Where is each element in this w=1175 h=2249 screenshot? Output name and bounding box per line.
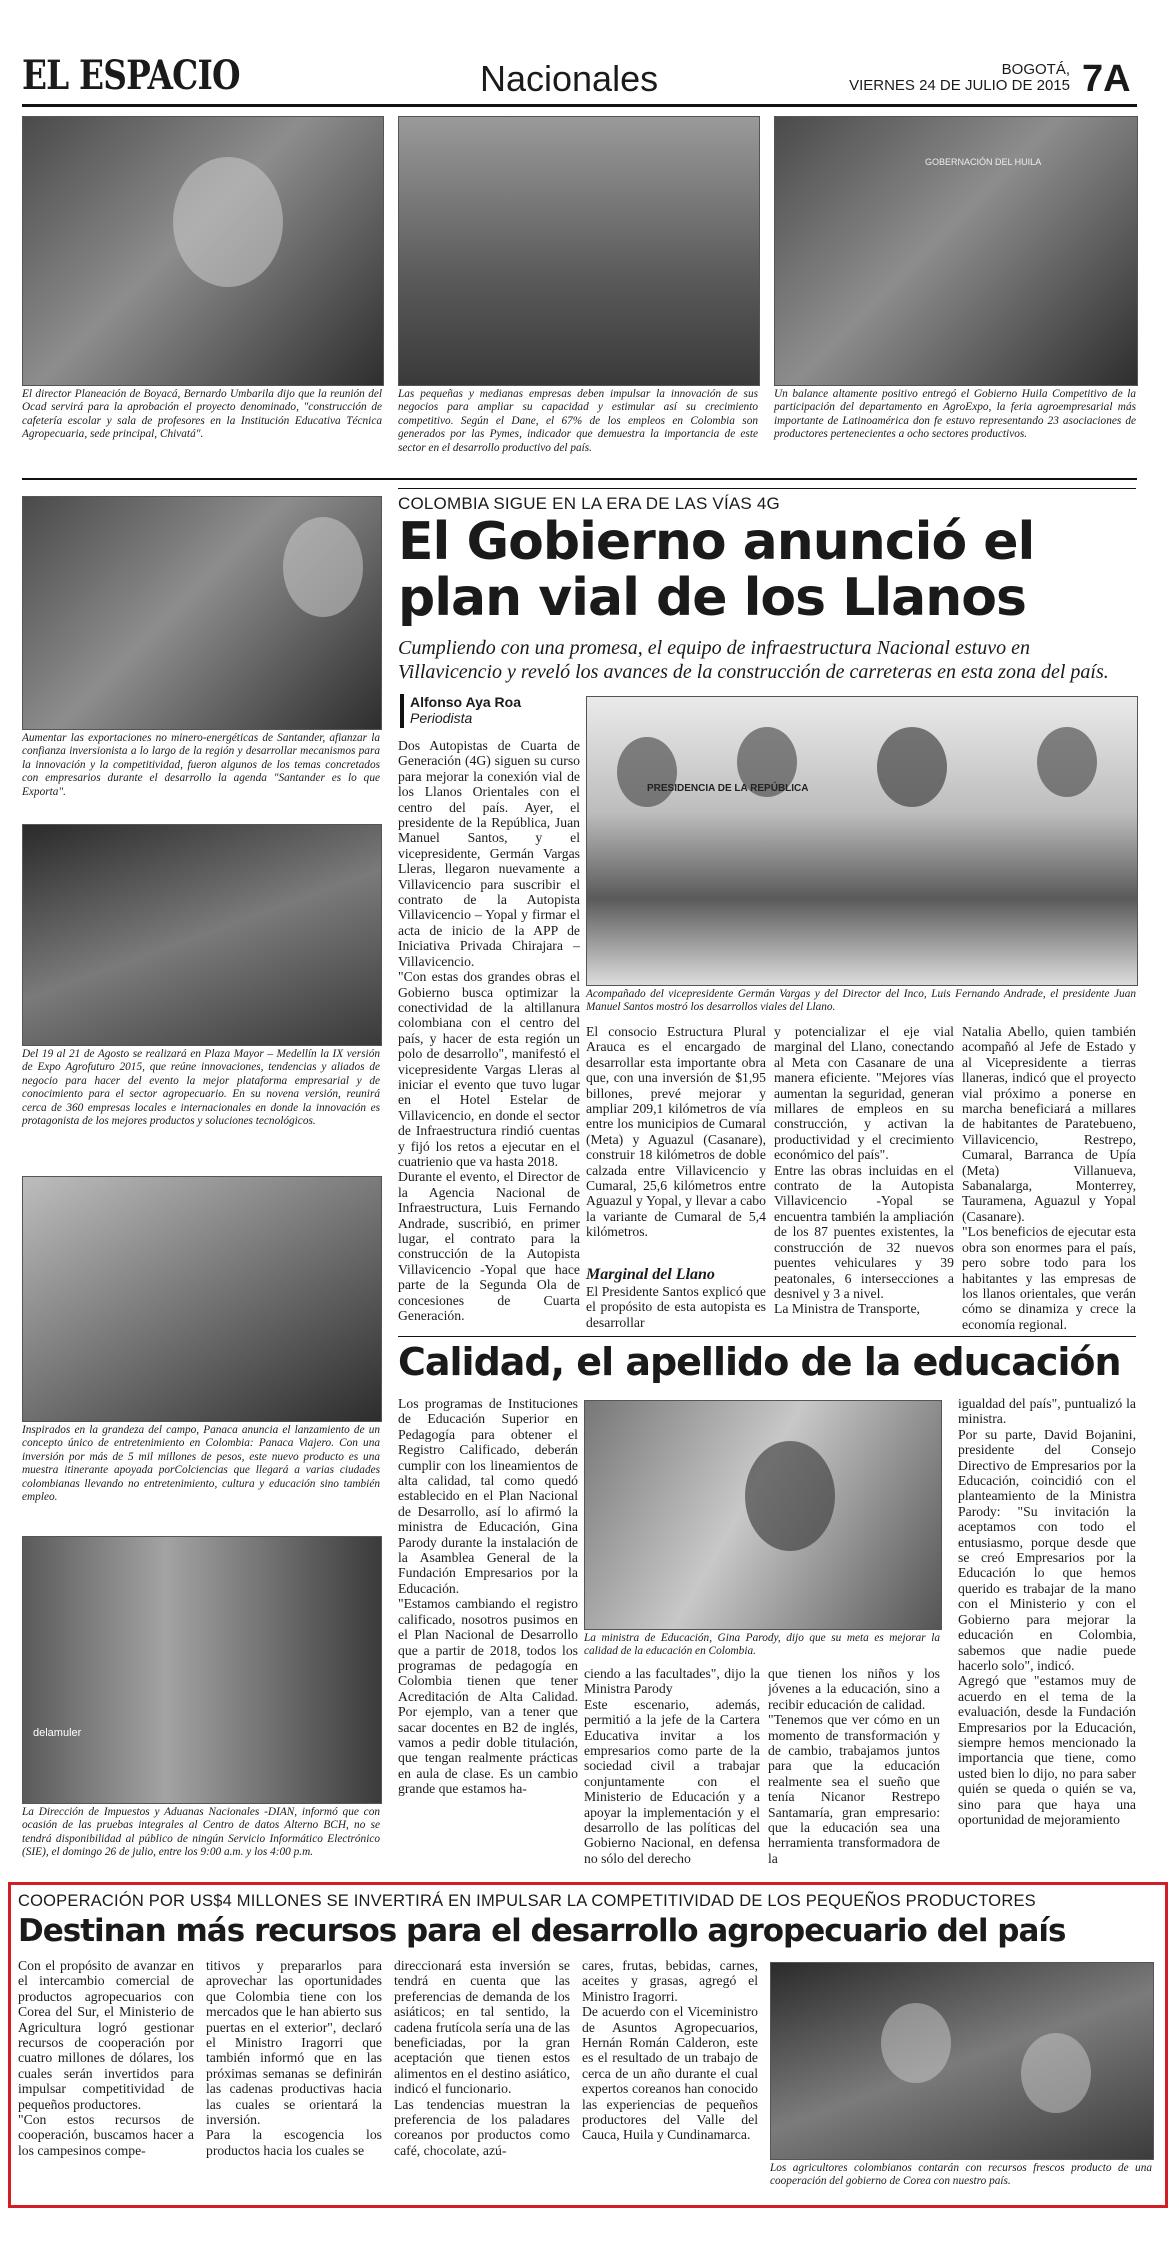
- vias-top-rule: [398, 488, 1136, 489]
- vias-subhead-marginal: Marginal del Llano: [586, 1266, 715, 1283]
- caption-agricultores: Los agricultores colombianos contarán con recursos frescos producto de una cooperación del gobierno de Corea con nuestro país.: [770, 2162, 1152, 2188]
- caption-santos-panel: Acompañado del vicepresidente Germán Vargas y del Director del Inco, Luis Fernando Andrade, el presidente Juan Manuel Santos mostró los desarrollos viales del Llano.: [586, 988, 1136, 1014]
- dateline: [830, 62, 1070, 94]
- photo-santos-panel: [586, 696, 1138, 986]
- vias-col-4: Natalia Abello, quien también acompañó al Jefe de Estado y al Vicepresidente a tierras llaneras, indicó que el proyecto vial próximo a ponerse en marcha beneficiará a millares de habitantes de Paratebueno, Villavicencio, Restrepo, Cumaral, Barranca de Upía (Meta) Villanueva, Sabanalarga, Monterrey, Tauramena, Aguazul y Yopal (Casanare). "Los beneficios de ejecutar esta obra son enormes para el país, pero sobre todo para los habitantes y las empresas de los llanos orientales, que verán cómo se dinamiza y crece la economía regional.: [962, 1024, 1136, 1332]
- agro-col-4: cares, frutas, bebidas, carnes, aceites y grasas, agregó el Ministro Iragorri. De acuerdo con el Viceministro de Asuntos Agropecuarios, Hernán Román Calderon, este es el resultado de un trabajo de cerca de un año durante el cual expertos coreanos han conocido las experiencias de pequeños productores del Valle del Cauca, Huila y Cundinamarca.: [582, 1958, 758, 2143]
- caption-agrofuturo: Del 19 al 21 de Agosto se realizará en Plaza Mayor – Medellín la IX versión de Expo Agrofuturo 2015, que reúne innovaciones, tendencias y aliados de negocio para hacer del evento la mejor plataforma empresarial y de conocimiento para el sector agropecuario. En su novena versión, reunirá cerca de 360 empresas locales e internacionales en donde la innovación es protagonista de los mejores productos y soluciones tecnológicos.: [22, 1048, 380, 1128]
- vias-headline-line2: plan vial de los Llanos: [398, 568, 1026, 628]
- photo-boyaca-director: [22, 116, 384, 386]
- educacion-col-1: Los programas de Instituciones de Educación Superior en Pedagogía para obtener el Registro Calificado, deberán cumplir con los lineamientos de alta calidad, tal como quedó establecido en el Plan Nacional de Desarrollo, así lo afirmó la ministra de Educación, Gina Parody durante la instalación de la Asamblea General de la Fundación Empresarios por la Educación. "Estamos cambiando el registro calificado, nosotros pusimos en el Plan Nacional de Desarrollo que a partir de 2018, todos los programas de pedagogía en Colombia tienen que tener Acreditación de Alta Calidad. Por ejemplo, van a tener que sacar docentes en B2 de inglés, vamos a pedir doble titulación, que tengan realmente prácticas en aula de clase. Es un cambio grande que estamos ha-: [398, 1396, 578, 1797]
- educacion-col-2: ciendo a las facultades", dijo la Ministra Parody Este escenario, además, permitió a la jefe de la Cartera Educativa invitar a los empresarios como parte de la sociedad civil a trabajar conjuntamente con el Ministerio de Educación y a apoyar la implementación y el desarrollo de las políticas del Gobierno Nacional, en defensa no sólo del derecho: [584, 1666, 760, 1866]
- agro-col-3: direccionará esta inversión se tendrá en cuenta que las preferencias de demanda de los asiáticos; en tal sentido, la cadena frutícola sería una de las beneficiadas, por la gran aceptación que tienen estos alimentos en el destino asiático, indicó el funcionario. Las tendencias muestran la preferencia de los paladares coreanos por productos como café, chocolate, azú-: [394, 1958, 570, 2158]
- educacion-col-3: que tienen los niños y los jóvenes a la educación, sino a recibir educación de calidad. "Tenemos que ver cómo en un momento de transformación y de cambio, trabajamos juntos para que la educación realmente sea el sueño que tenía Nicanor Restrepo Santamaría, gran empresario: que la educación sea una herramienta transformadora de la: [768, 1666, 940, 1866]
- photo-agrofuturo: [22, 824, 382, 1046]
- vias-col-3: y potencializar el eje vial marginal del Llano, conectando al Meta con Casanare de una manera eficiente. "Mejores vías aumentan la seguridad, generan millares de empleos en su construcción, y activan la productividad y el crecimiento económico del país". Entre las obras incluidas en el contrato de la Autopista Villavicencio -Yopal se encuentra también la ampliación de los 87 puentes existentes, la construcción de 32 nuevos puentes vehiculares y 39 peatonales, 6 intersecciones a desnivel y 3 a nivel. La Ministra de Transporte,: [774, 1024, 954, 1317]
- caption-santander: Aumentar las exportaciones no minero-energéticas de Santander, afianzar la confianza inversionista a lo largo de la región y desarrollar mecanismos para la innovación y la competitividad, fueron algunos de los temas concretados con empresarios durante el desarrollo la agenda "Santander es lo que Exporta".: [22, 732, 380, 798]
- panel-banner-text: PRESIDENCIA DE LA REPÚBLICA: [647, 783, 809, 794]
- vias-subtitle: Cumpliendo con una promesa, el equipo de infraestructura Nacional estuvo en Villavicencio y reveló los avances de la construcción de carreteras en esta zona del país.: [398, 637, 1109, 683]
- caption-boyaca: El director Planeación de Boyacá, Bernardo Umbarila dijo que la reunión del Ocad servirá para la aprobación el proyecto denominado, "construcción de cafetería escolar y sala de profesores en la Institución Educativa Técnica Agropecuaria, sede principal, Chivatá".: [22, 388, 382, 441]
- photo-pymes-factory: [398, 116, 760, 386]
- byline-bar: [400, 694, 404, 728]
- top-section-rule: [22, 478, 1137, 480]
- caption-panaca: Inspirados en la grandeza del campo, Panaca anuncia el lanzamiento de un concepto único de entretenimiento en Colombia: Panaca Viajero. Con una inversión por más de 5 mil millones de pesos, este nuevo producto es una muestra itinerante apoyada porColciencias que llegará a varias ciudades colombianas llevando no entretenimiento, cultura y educación sino también empleo.: [22, 1424, 380, 1504]
- educacion-headline: Calidad, el apellido de la educación: [398, 1340, 1121, 1384]
- educacion-top-rule: [398, 1336, 1136, 1337]
- educacion-col-4: igualdad del país", puntualizó la ministra. Por su parte, David Bojanini, presidente del Consejo Directivo de Empresarios por la Educación, coincidió con el planteamiento de la Ministra Parody: "Su invitación la aceptamos con todo el entusiasmo, porque desde que se creó Empresarios por la Educación lo que hemos querido es trabajar de la mano con el Ministerio y con el Gobierno para mejorar la educación en Colombia, sabemos que nadie puede hacerlo solo", indicó. Agregó que "estamos muy de acuerdo en el tema de la evaluación, desde la Fundación Empresarios por la Educación, siempre hemos mencionado la importancia que tiene, como usted bien lo dijo, no para saber quién se queda o quién se va, sino para que haya una oportunidad de mejoramiento: [958, 1396, 1136, 1827]
- vias-kicker: COLOMBIA SIGUE EN LA ERA DE LAS VÍAS 4G: [398, 494, 780, 513]
- byline: [410, 694, 521, 726]
- dian-sign-text: delamuler: [33, 1727, 82, 1739]
- masthead: EL ESPACIO: [22, 52, 240, 99]
- caption-agroexpo: Un balance altamente positivo entregó el Gobierno Huila Competitivo de la participación del departamento en AgroExpo, la feria agroempresarial más importante de Latinoamérica don fe estuvo representando 23 asociaciones de productores pertenecientes a ocho sectores productivos.: [774, 388, 1136, 441]
- vias-col-2b: El Presidente Santos explicó que el propósito de esta autopista es desarrollar: [586, 1284, 766, 1330]
- agro-col-2: titivos y prepararlos para aprovechar las oportunidades que Colombia tiene con los mercados que le han abierto sus puertas en el exterior", declaró el Ministro Iragorri que también informó que en las próximas semanas se definirán las cadenas productivas hacia las cuales se orientará la inversión. Para la escogencia los productos hacia los cuales se: [206, 1958, 382, 2158]
- photo-dian: [22, 1536, 382, 1804]
- photo-santander-export: [22, 496, 382, 730]
- photo-panaca: [22, 1176, 382, 1422]
- vias-col-1: Dos Autopistas de Cuarta de Generación (4G) siguen su curso para mejorar la conexión vial de los Llanos Orientales con el centro del país. Ayer, el presidente de la República, Juan Manuel Santos, y el vicepresidente, Germán Vargas Lleras, llegaron nuevamente a Villavicencio para suscribir el contrato de la Autopista Villavicencio – Yopal y firmar el acta de inicio de la APP de Iniciativa Privada Chirajara – Villavicencio. "Con estas dos grandes obras el Gobierno busca optimizar la conectividad de la altillanura colombiana con el centro del país, y hacer de esta región un polo de desarrollo", manifestó el vicepresidente Vargas Lleras al iniciar el evento que tuvo lugar en el Hotel Estelar de Villavicencio, en donde el sector de Infraestructura rindió cuentas y fijó los retos a ejecutar en el cuatrienio que va hasta 2018. Durante el evento, el Director de la Agencia Nacional de Infraestructura, Luis Fernando Andrade, suscribió, en primer lugar, el contrato para la construcción de la Autopista Villavicencio -Yopal que hace parte de la Segunda Ola de concesiones de Cuarta Generación.: [398, 738, 580, 1324]
- caption-pymes: Las pequeñas y medianas empresas deben impulsar la innovación de sus negocios para ampliar su capacidad y estimular así su crecimiento competitivo. Según el Dane, el 67% de los empleos en Colombia son generados por las Pymes, indicador que demuestra la importancia de este sector en el desarrollo productivo del país.: [398, 388, 758, 454]
- byline-role: Periodista: [410, 710, 473, 726]
- photo-gina-parody: [584, 1400, 942, 1630]
- agro-kicker: COOPERACIÓN POR US$4 MILLONES SE INVERTIRÁ EN IMPULSAR LA COMPETITIVIDAD DE LOS PEQUEÑOS PRODUCTORES: [18, 1892, 1036, 1910]
- agro-col-1: Con el propósito de avanzar en el intercambio comercial de productos agropecuarios con Corea del Sur, el Ministerio de Agricultura logró gestionar recursos de cooperación por cuatro millones de dólares, los cuales serán invertidos para impulsar competitividad de pequeños productores. "Con estos recursos de cooperación, buscamos hacer a los campesinos compe-: [18, 1958, 194, 2158]
- caption-gina-parody: La ministra de Educación, Gina Parody, dijo que su meta es mejorar la calidad de la educación en Colombia.: [584, 1632, 940, 1658]
- caption-dian: La Dirección de Impuestos y Aduanas Nacionales -DIAN, informó que con ocasión de las pruebas integrales al Centro de datos Alterno BCH, no se tendrá disponibilidad al público de ningún Servicio Informático Electrónico (SIE), el domingo 26 de julio, entre los 9:00 a.m. y los 4:00 p.m.: [22, 1806, 380, 1859]
- vias-col-2a: El consocio Estructura Plural Arauca es el encargado de desarrollar esta importante obra que, con una inversión de $1,95 billones, prevé mejorar y ampliar 209,1 kilómetros de vía entre los municipios de Cumaral (Meta) y Aguazul (Casanare), construir 18 kilómetros de doble calzada entre Villavicencio y Cumaral, 25,6 kilómetros entre Aguazul y Yopal, y llevar a cabo la variante de Cumaral de 5,4 kilómetros.: [586, 1024, 766, 1240]
- dateline-city: BOGOTÁ,: [1001, 61, 1070, 78]
- page-number: 7A: [1082, 58, 1131, 100]
- photo-agricultores: [770, 1962, 1154, 2160]
- agro-banner-text: GOBERNACIÓN DEL HUILA: [925, 157, 1042, 167]
- byline-author: Alfonso Aya Roa: [410, 694, 521, 710]
- header-rule: [22, 104, 1137, 107]
- vias-headline-line1: El Gobierno anunció el: [398, 512, 1035, 572]
- photo-agroexpo: [774, 116, 1138, 386]
- dateline-date: VIERNES 24 DE JULIO DE 2015: [849, 77, 1070, 94]
- agro-headline: Destinan más recursos para el desarrollo agropecuario del país: [18, 1913, 1066, 1949]
- section-title: Nacionales: [480, 58, 659, 99]
